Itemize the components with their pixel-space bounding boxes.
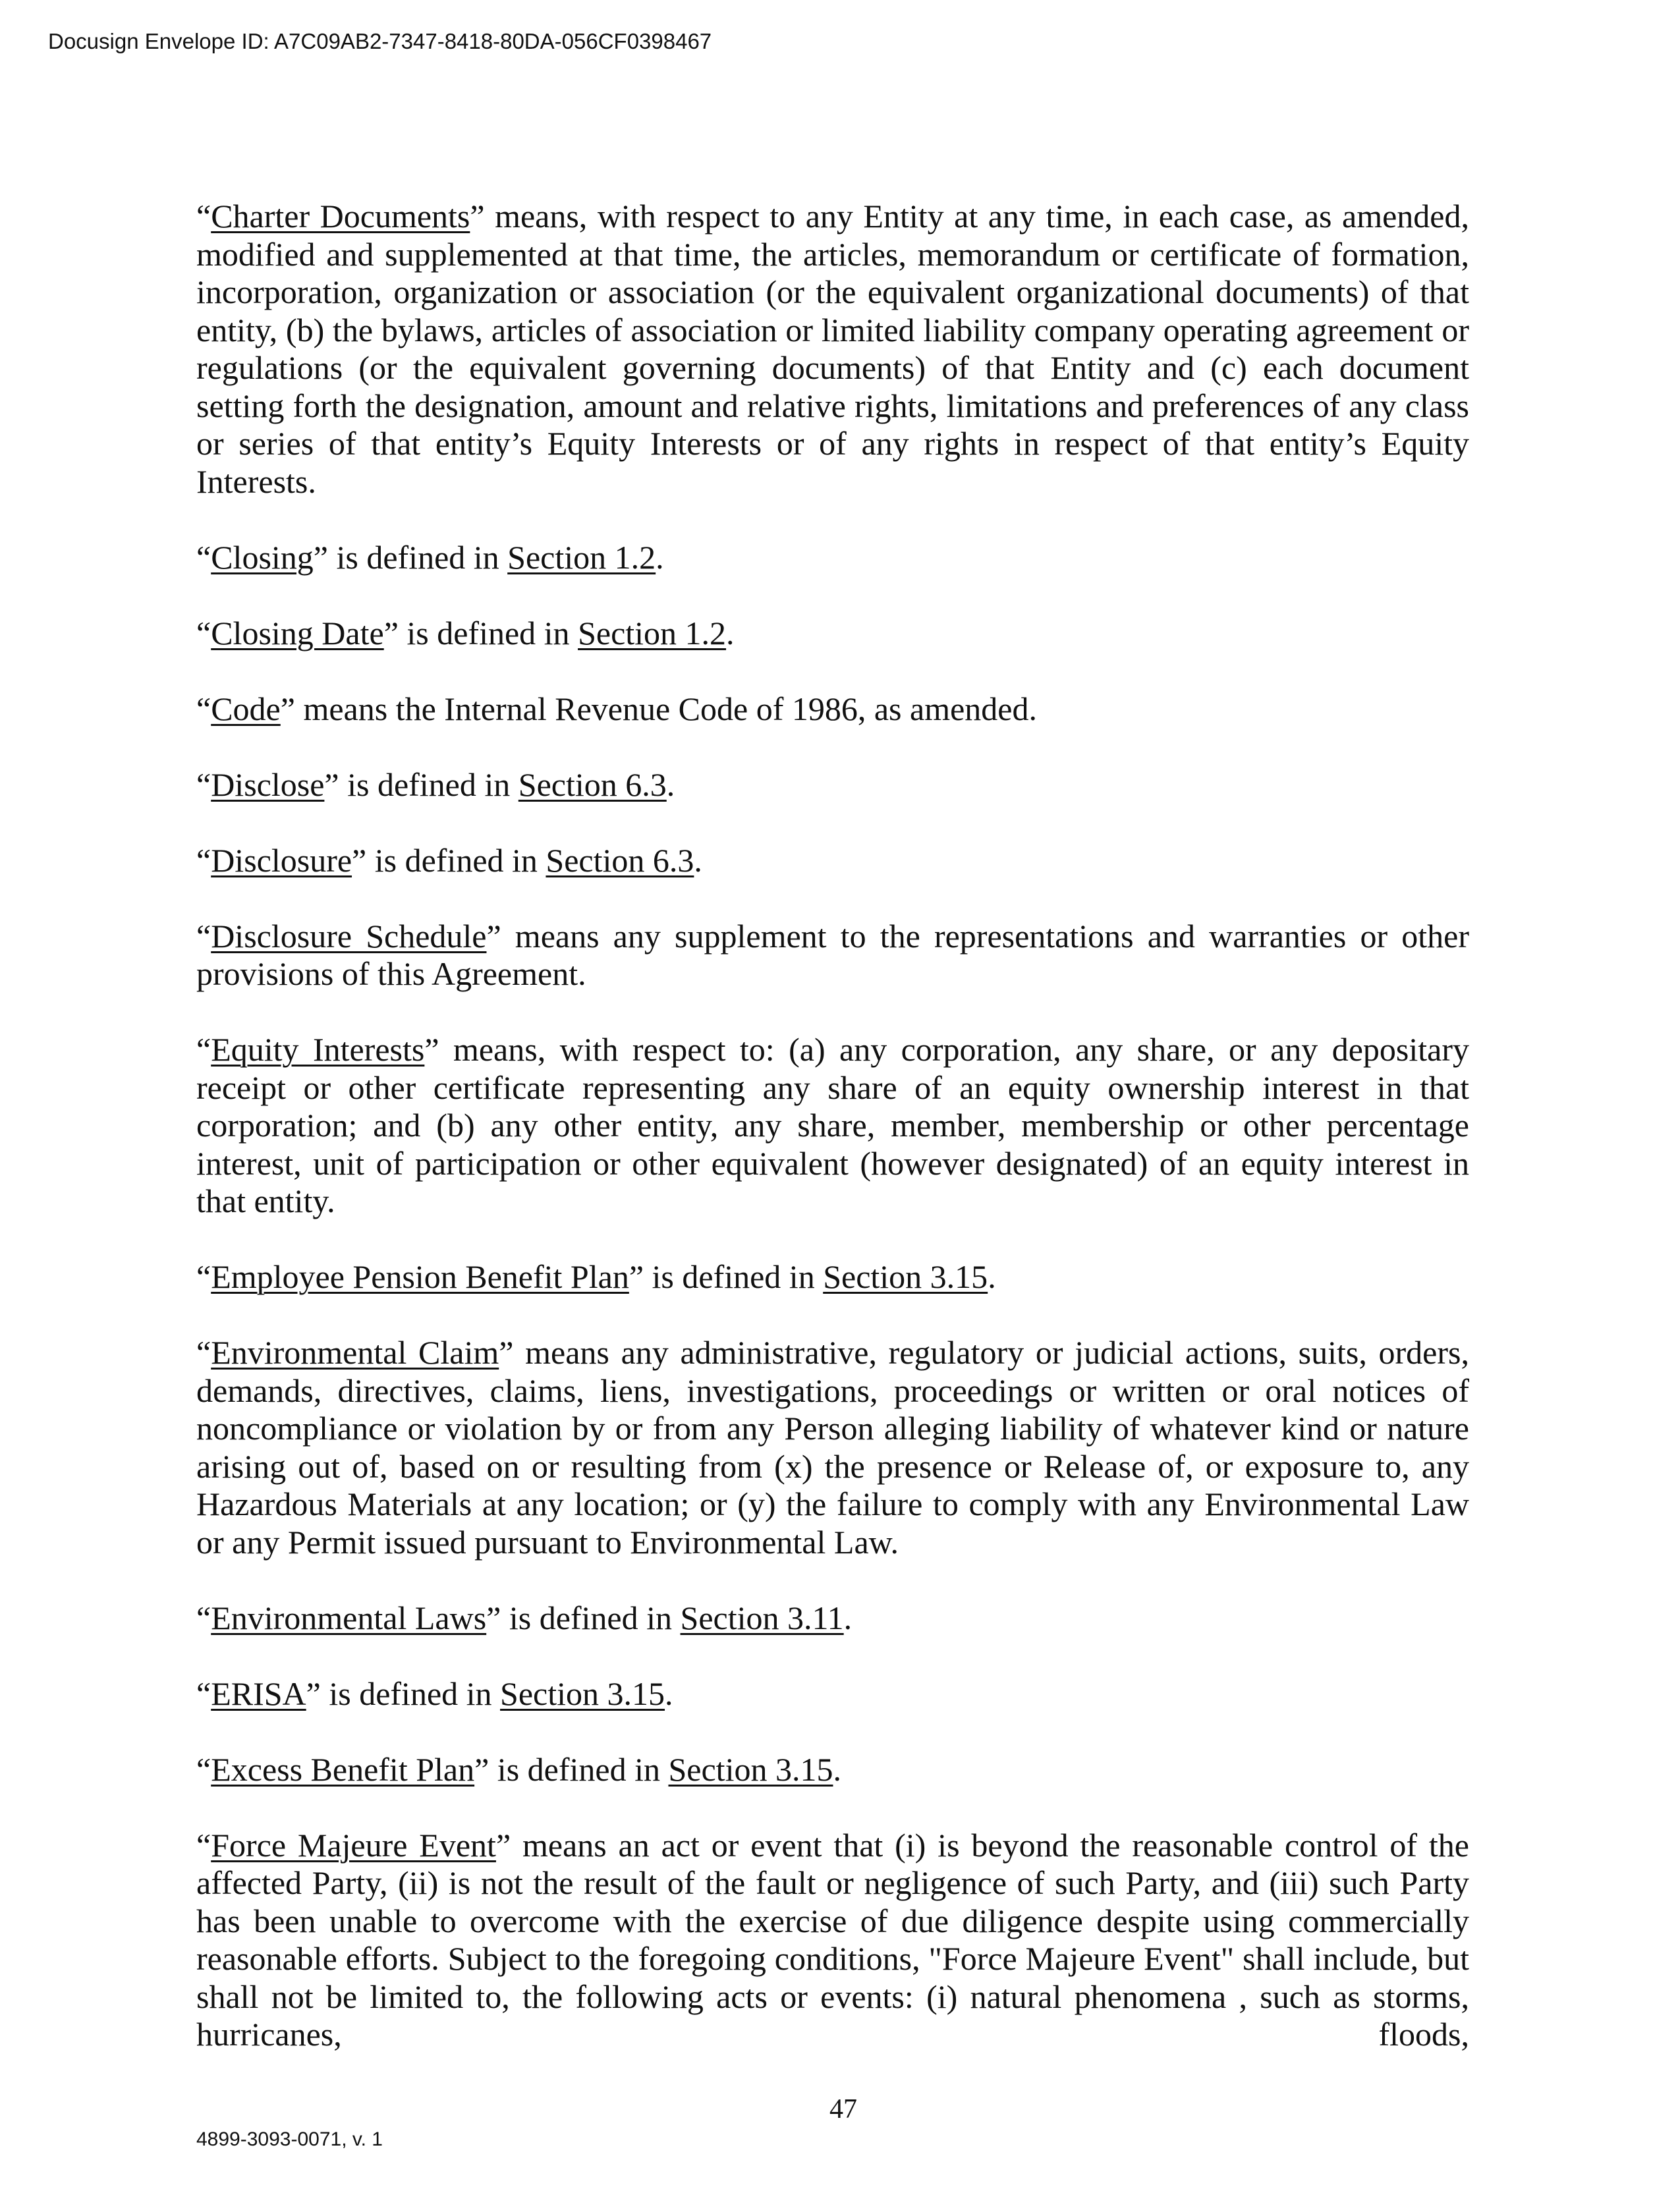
- section-reference-link[interactable]: Section 3.15: [823, 1258, 988, 1295]
- definition-text: ” is defined in: [352, 841, 546, 879]
- defined-term: Equity Interests: [211, 1031, 425, 1068]
- open-quote: “: [196, 765, 211, 803]
- definition-end: .: [833, 1750, 841, 1788]
- definition-text: ” is defined in: [306, 1675, 501, 1712]
- section-reference-link[interactable]: Section 1.2: [507, 538, 656, 576]
- section-reference-link[interactable]: Section 3.15: [668, 1750, 833, 1788]
- definition-paragraph: [196, 1599, 1469, 1638]
- page-number: 47: [829, 2094, 857, 2124]
- defined-term: Disclose: [211, 765, 325, 803]
- open-quote: “: [196, 917, 211, 955]
- docusign-envelope-id: Docusign Envelope ID: A7C09AB2-7347-8418-80DA-056CF0398467: [48, 29, 712, 53]
- definition-paragraph: [196, 1751, 1469, 1789]
- defined-term: Charter Documents: [211, 198, 470, 235]
- definition-text: ” means any administrative, regulatory or judicial actions, suits, orders, demands, directives, claims, liens, investigations, proceedings or written or oral notices of noncompliance or violation by or from any Person alleging liability of whatever kind or nature arising out of, based on or resulting from (x) the presence or Release of, or exposure to, any Hazardous Materials at any location; or (y) the failure to comply with any Environmental Law or any Permit issued pursuant to Environmental Law.: [196, 1334, 1469, 1561]
- open-quote: “: [196, 198, 211, 235]
- open-quote: “: [196, 1258, 211, 1295]
- page-body: [196, 198, 1469, 2191]
- definitions-list: [196, 198, 1469, 2054]
- open-quote: “: [196, 1826, 211, 1864]
- definition-paragraph: [196, 842, 1469, 880]
- definition-text: ” is defined in: [324, 765, 518, 803]
- defined-term: Disclosure Schedule: [211, 917, 487, 955]
- definition-paragraph: [196, 1334, 1469, 1561]
- defined-term: Code: [211, 690, 281, 727]
- definition-paragraph: [196, 539, 1469, 577]
- definition-text: ” means, with respect to any Entity at any time, in each case, as amended, modified and supplemented at that time, the articles, memorandum or certificate of formation, incorporation, organization or association (or the equivalent organizational documents) of that entity, (b) the bylaws, articles of association or limited liability company operating agreement or regulations (or the equivalent governing documents) of that Entity and (c) each document setting forth the designation, amount and relative rights, limitations and preferences of any class or series of that entity’s Equity Interests or of any rights in respect of that entity’s Equity Interests.: [196, 198, 1469, 500]
- defined-term: Closing: [211, 538, 314, 576]
- open-quote: “: [196, 1599, 211, 1636]
- definition-paragraph: [196, 1031, 1469, 1221]
- definition-text: ” is defined in: [313, 538, 508, 576]
- definition-text: ” means, with respect to: (a) any corporation, any share, or any depositary receipt or other certificate representing any share of an equity ownership interest in that corporation; and (b) any other entity, any share, member, membership or other percentage interest, unit of participation or other equivalent (however designated) of an equity interest in that entity.: [196, 1031, 1470, 1219]
- open-quote: “: [196, 1750, 211, 1788]
- open-quote: “: [196, 1334, 211, 1371]
- defined-term: Disclosure: [211, 841, 352, 879]
- definition-text: ” is defined in: [474, 1750, 669, 1788]
- definition-paragraph: [196, 1258, 1469, 1296]
- definition-end: .: [988, 1258, 996, 1295]
- definition-text: ” means an act or event that (i) is beyond the reasonable control of the affected Party, (ii) is not the result of the fault or negligence of such Party, and (iii) such Party has been unable to overcome with the exercise of due diligence despite using commercially reasonable efforts. Subject to the foregoing conditions, "Force Majeure Event" shall include, but shall not be limited to, the following acts or events: (i) natural phenomena , such as storms, hurricanes, floods,: [196, 1826, 1469, 2053]
- section-reference-link[interactable]: Section 6.3: [546, 841, 694, 879]
- definition-paragraph: [196, 615, 1469, 653]
- definition-paragraph: [196, 198, 1469, 501]
- section-reference-link[interactable]: Section 6.3: [518, 765, 667, 803]
- defined-term: Force Majeure Event: [211, 1826, 496, 1864]
- definition-end: .: [843, 1599, 853, 1636]
- open-quote: “: [196, 1675, 211, 1712]
- definition-text: ” means any supplement to the representations and warranties or other provisions of this Agreement.: [196, 917, 1469, 992]
- defined-term: Environmental Laws: [211, 1599, 487, 1636]
- defined-term: Excess Benefit Plan: [211, 1750, 475, 1788]
- definition-paragraph: [196, 690, 1469, 729]
- definition-text: ” is defined in: [383, 614, 578, 652]
- open-quote: “: [196, 841, 211, 879]
- definition-paragraph: [196, 1827, 1469, 2054]
- definition-end: .: [656, 538, 664, 576]
- defined-term: Environmental Claim: [211, 1334, 499, 1371]
- section-reference-link[interactable]: Section 1.2: [578, 614, 727, 652]
- open-quote: “: [196, 614, 211, 652]
- open-quote: “: [196, 690, 211, 727]
- open-quote: “: [196, 1031, 211, 1068]
- definition-end: .: [665, 1675, 673, 1712]
- definition-paragraph: [196, 766, 1469, 804]
- definition-end: .: [666, 765, 675, 803]
- definition-end: .: [726, 614, 735, 652]
- definition-text: ” is defined in: [629, 1258, 824, 1295]
- open-quote: “: [196, 538, 211, 576]
- defined-term: ERISA: [211, 1675, 306, 1712]
- section-reference-link[interactable]: Section 3.11: [680, 1599, 844, 1636]
- definition-paragraph: [196, 918, 1469, 993]
- definition-text: ” is defined in: [486, 1599, 681, 1636]
- definition-text: ” means the Internal Revenue Code of 1986, as amended.: [280, 690, 1037, 727]
- definition-end: .: [694, 841, 702, 879]
- defined-term: Employee Pension Benefit Plan: [211, 1258, 629, 1295]
- document-id: 4899-3093-0071, v. 1: [196, 2128, 383, 2150]
- footer-spacer: [196, 2054, 1469, 2094]
- defined-term: Closing Date: [211, 614, 384, 652]
- section-reference-link[interactable]: Section 3.15: [500, 1675, 665, 1712]
- definition-paragraph: [196, 1675, 1469, 1713]
